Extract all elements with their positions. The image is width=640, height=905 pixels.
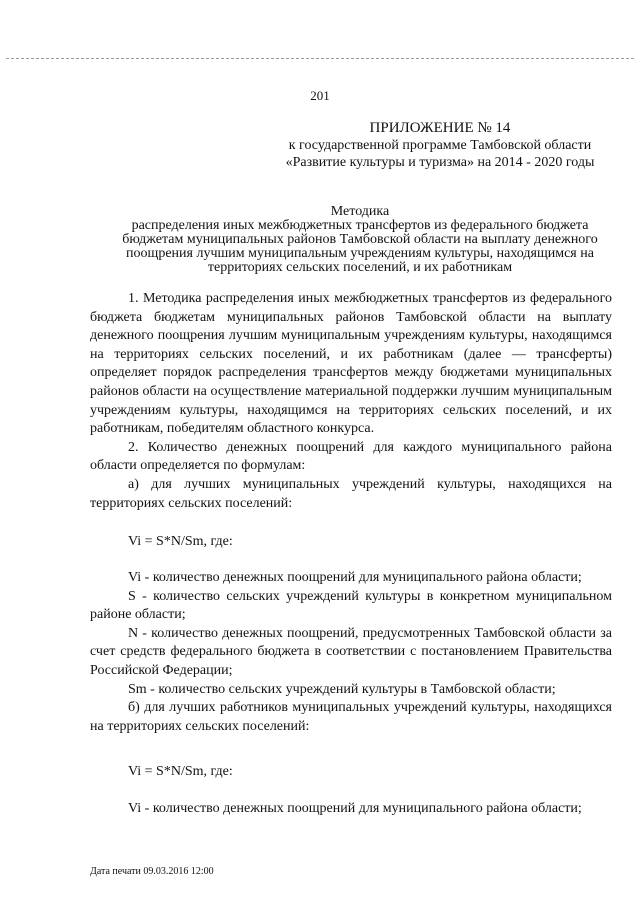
paragraph: Vi - количество денежных поощрений для муниципального района области; [128,801,582,816]
appendix-title: ПРИЛОЖЕНИЕ № 14 [369,120,511,136]
paragraph: Sm - количество сельских учреждений культуры в Тамбовской области; [128,681,556,697]
page-number: 201 [310,88,330,103]
paragraph: а) для лучших муниципальных учреждений культуры, находящихся на территориях сельских поселений: [90,476,612,511]
heading-line: территориях сельских поселений, и их работникам [207,260,513,275]
print-date: Дата печати 09.03.2016 12:00 [90,866,214,877]
formula: Vi = S*N/Sm, где: [128,534,233,549]
text-block-2 [90,569,612,736]
appendix-header [260,120,620,171]
paragraph: б) для лучших работников муниципальных учреждений культуры, находящихся на территориях сельских поселений: [90,700,612,734]
appendix-line: к государственной программе Тамбовской области [288,138,592,153]
text-block-1 [90,290,612,513]
heading-line: распределения иных межбюджетных трансфертов из федерального бюджета [131,218,589,233]
heading-line: поощрения лучшим муниципальным учреждениям культуры, находящимся на [126,246,594,261]
paragraph: S - количество сельских учреждений культуры в конкретном муниципальном районе области; [90,588,612,623]
text-block-3 [90,800,612,819]
document-heading [80,205,640,275]
paragraph: N - количество денежных поощрений, предусмотренных Тамбовской области за счет средств федерального бюджета в соответствии с постановлением Правительства Российской Федерации; [90,625,612,678]
paragraph: 1. Методика распределения иных межбюджетных трансфертов из федерального бюджета бюджетам муниципальных районов Тамбовской области на выплату денежного поощрения лучшим муниципальным учреждениям культуры, находящимся на территориях сельских поселений, и их работникам (далее — трансферты) определяет порядок распределения трансфертов между бюджетами муниципальных районов области на осуществление материальной поддержки лучшим муниципальным учреждениям культуры, находящимся на территориях сельских поселений, и их работникам, победителям областного конкурса. [90,291,612,437]
appendix-line: «Развитие культуры и туризма» на 2014 - 2020 годы [285,155,595,170]
paragraph: 2. Количество денежных поощрений для каждого муниципального района области определяется по формулам: [90,439,612,474]
scan-top-rule [6,58,634,59]
formula: Vi = S*N/Sm, где: [128,764,233,779]
heading-title: Методика [330,204,390,219]
heading-line: бюджетам муниципальных районов Тамбовской области на выплату денежного [122,232,598,247]
paragraph: Vi - количество денежных поощрений для муниципального района области; [128,570,582,585]
